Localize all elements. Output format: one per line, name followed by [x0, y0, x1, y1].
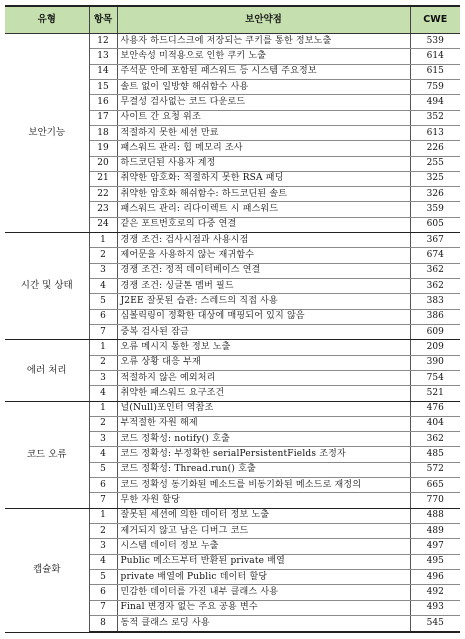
weakness-title-cell: Final 변경자 없는 주요 공용 변수	[117, 600, 410, 615]
weakness-title-cell: 오류 메시지 통한 정보 노출	[117, 340, 410, 355]
cwe-id-cell: 476	[410, 401, 460, 416]
item-number-cell: 16	[89, 95, 117, 110]
cwe-id-cell: 770	[410, 493, 460, 508]
table-row	[5, 34, 460, 49]
weakness-title-cell: 심볼릭링이 정확한 대상에 매핑되어 있지 않음	[117, 309, 410, 324]
cwe-id-cell: 495	[410, 554, 460, 569]
header-row	[5, 6, 460, 34]
weakness-title-cell: 코드 정확성: notify() 호출	[117, 432, 410, 447]
category-cell: 보안기능	[5, 34, 89, 233]
security-weakness-table	[5, 5, 460, 633]
cwe-id-cell: 494	[410, 95, 460, 110]
weakness-title-cell: 부적절한 자원 해제	[117, 416, 410, 431]
weakness-title-cell: 잘못된 세션에 의한 데이터 정보 노출	[117, 508, 410, 523]
item-number-cell: 8	[89, 615, 117, 632]
item-number-cell: 3	[89, 263, 117, 278]
item-number-cell: 22	[89, 187, 117, 202]
item-number-cell: 24	[89, 217, 117, 232]
item-number-cell: 12	[89, 34, 117, 49]
item-number-cell: 15	[89, 79, 117, 94]
cwe-id-cell: 539	[410, 34, 460, 49]
category-cell: 코드 오류	[5, 401, 89, 508]
weakness-title-cell: 취약한 암호화 해쉬함수: 하드코딘된 솔트	[117, 187, 410, 202]
header-type: 유형	[5, 6, 89, 34]
item-number-cell: 3	[89, 370, 117, 385]
weakness-title-cell: Public 메소드부터 반환된 private 배열	[117, 554, 410, 569]
item-number-cell: 5	[89, 569, 117, 584]
item-number-cell: 4	[89, 279, 117, 294]
cwe-id-cell: 614	[410, 49, 460, 64]
item-number-cell: 19	[89, 141, 117, 156]
weakness-title-cell: 경쟁 조건: 검사시점과 사용시점	[117, 233, 410, 248]
cwe-id-cell: 325	[410, 171, 460, 186]
cwe-id-cell: 386	[410, 309, 460, 324]
cwe-id-cell: 359	[410, 202, 460, 217]
weakness-title-cell: 시스템 데이터 정보 누출	[117, 539, 410, 554]
item-number-cell: 7	[89, 493, 117, 508]
weakness-title-cell: J2EE 잘못된 습관: 스레드의 직접 사용	[117, 294, 410, 309]
weakness-title-cell: 코드 정확성 동기화된 메소드를 비동기화된 메소드로 재정의	[117, 478, 410, 493]
weakness-title-cell: 적절하지 못한 세션 만료	[117, 125, 410, 140]
item-number-cell: 6	[89, 478, 117, 493]
weakness-title-cell: 제어문을 사용하지 않는 재귀함수	[117, 248, 410, 263]
weakness-title-cell: 경쟁 조건: 정적 데이터베이스 연결	[117, 263, 410, 278]
cwe-id-cell: 572	[410, 462, 460, 477]
weakness-title-cell: 코드 정확성: Thread.run() 호출	[117, 462, 410, 477]
item-number-cell: 4	[89, 447, 117, 462]
table-row	[5, 233, 460, 248]
weakness-title-cell: 솔트 없이 일방향 해쉬함수 사용	[117, 79, 410, 94]
table-body	[5, 34, 460, 633]
weakness-title-cell: 패스워드 관리: 힙 메모리 조사	[117, 141, 410, 156]
item-number-cell: 1	[89, 508, 117, 523]
item-number-cell: 6	[89, 585, 117, 600]
item-number-cell: 17	[89, 110, 117, 125]
cwe-id-cell: 521	[410, 386, 460, 401]
weakness-title-cell: 사이트 간 요청 위조	[117, 110, 410, 125]
cwe-id-cell: 545	[410, 615, 460, 632]
cwe-id-cell: 609	[410, 324, 460, 339]
cwe-id-cell: 496	[410, 569, 460, 584]
cwe-id-cell: 367	[410, 233, 460, 248]
item-number-cell: 5	[89, 462, 117, 477]
weakness-title-cell: 사용자 하드디스크에 저장되는 쿠키를 통한 정보노출	[117, 34, 410, 49]
item-number-cell: 7	[89, 600, 117, 615]
header-item-number: 항목	[89, 6, 117, 34]
item-number-cell: 4	[89, 554, 117, 569]
weakness-title-cell: 널(Null)포인터 역참조	[117, 401, 410, 416]
cwe-id-cell: 255	[410, 156, 460, 171]
weakness-title-cell: 오류 상황 대응 부재	[117, 355, 410, 370]
cwe-id-cell: 488	[410, 508, 460, 523]
cwe-id-cell: 492	[410, 585, 460, 600]
table-row	[5, 401, 460, 416]
cwe-id-cell: 665	[410, 478, 460, 493]
cwe-id-cell: 404	[410, 416, 460, 431]
weakness-title-cell: 패스워드 관리: 리다이렉트 시 패스워드	[117, 202, 410, 217]
weakness-title-cell: 무한 자원 할당	[117, 493, 410, 508]
weakness-title-cell: 적절하지 않은 예외처리	[117, 370, 410, 385]
cwe-id-cell: 209	[410, 340, 460, 355]
weakness-title-cell: 제거되지 않고 남은 디버그 코드	[117, 524, 410, 539]
header-weakness: 보안약점	[117, 6, 410, 34]
weakness-title-cell: 주석문 안에 포함된 패스워드 등 시스템 주요정보	[117, 64, 410, 79]
cwe-id-cell: 497	[410, 539, 460, 554]
cwe-id-cell: 493	[410, 600, 460, 615]
weakness-title-cell: 같은 포트번호로의 다중 연결	[117, 217, 410, 232]
cwe-id-cell: 759	[410, 79, 460, 94]
item-number-cell: 7	[89, 324, 117, 339]
item-number-cell: 14	[89, 64, 117, 79]
cwe-id-cell: 362	[410, 279, 460, 294]
item-number-cell: 20	[89, 156, 117, 171]
cwe-id-cell: 390	[410, 355, 460, 370]
weakness-title-cell: 취약한 패스워드 요구조건	[117, 386, 410, 401]
item-number-cell: 21	[89, 171, 117, 186]
item-number-cell: 1	[89, 340, 117, 355]
weakness-title-cell: 무결성 검사없는 코드 다운로드	[117, 95, 410, 110]
item-number-cell: 1	[89, 233, 117, 248]
cwe-id-cell: 383	[410, 294, 460, 309]
item-number-cell: 13	[89, 49, 117, 64]
table-row	[5, 340, 460, 355]
cwe-id-cell: 489	[410, 524, 460, 539]
cwe-id-cell: 754	[410, 370, 460, 385]
weakness-title-cell: 보안속성 미적용으로 인한 쿠키 노출	[117, 49, 410, 64]
cwe-id-cell: 485	[410, 447, 460, 462]
weakness-title-cell: 중복 검사된 잠금	[117, 324, 410, 339]
item-number-cell: 1	[89, 401, 117, 416]
cwe-id-cell: 352	[410, 110, 460, 125]
weakness-title-cell: 동적 클래스 로딩 사용	[117, 615, 410, 632]
cwe-id-cell: 226	[410, 141, 460, 156]
item-number-cell: 18	[89, 125, 117, 140]
item-number-cell: 6	[89, 309, 117, 324]
item-number-cell: 2	[89, 248, 117, 263]
item-number-cell: 3	[89, 539, 117, 554]
table-header	[5, 6, 460, 34]
category-cell: 캡슐화	[5, 508, 89, 632]
item-number-cell: 2	[89, 524, 117, 539]
category-cell: 에러 처리	[5, 340, 89, 401]
cwe-id-cell: 362	[410, 432, 460, 447]
item-number-cell: 3	[89, 432, 117, 447]
header-cwe: CWE	[410, 6, 460, 34]
cwe-id-cell: 674	[410, 248, 460, 263]
cwe-id-cell: 605	[410, 217, 460, 232]
weakness-title-cell: 경쟁 조건: 싱글톤 멤버 필드	[117, 279, 410, 294]
weakness-title-cell: 코드 정확성: 부정확한 serialPersistentFields 조정자	[117, 447, 410, 462]
item-number-cell: 5	[89, 294, 117, 309]
cwe-id-cell: 613	[410, 125, 460, 140]
cwe-id-cell: 615	[410, 64, 460, 79]
item-number-cell: 2	[89, 355, 117, 370]
category-cell: 시간 및 상태	[5, 233, 89, 340]
weakness-title-cell: 하드코딘된 사용자 계정	[117, 156, 410, 171]
cwe-id-cell: 362	[410, 263, 460, 278]
cwe-id-cell: 326	[410, 187, 460, 202]
weakness-title-cell: 민감한 데이터를 가진 내부 클래스 사용	[117, 585, 410, 600]
weakness-title-cell: 취약한 암호화: 적절하지 못한 RSA 패딩	[117, 171, 410, 186]
item-number-cell: 4	[89, 386, 117, 401]
document-page	[5, 5, 460, 633]
item-number-cell: 2	[89, 416, 117, 431]
weakness-title-cell: private 배열에 Public 데이터 할당	[117, 569, 410, 584]
table-row	[5, 508, 460, 523]
item-number-cell: 23	[89, 202, 117, 217]
